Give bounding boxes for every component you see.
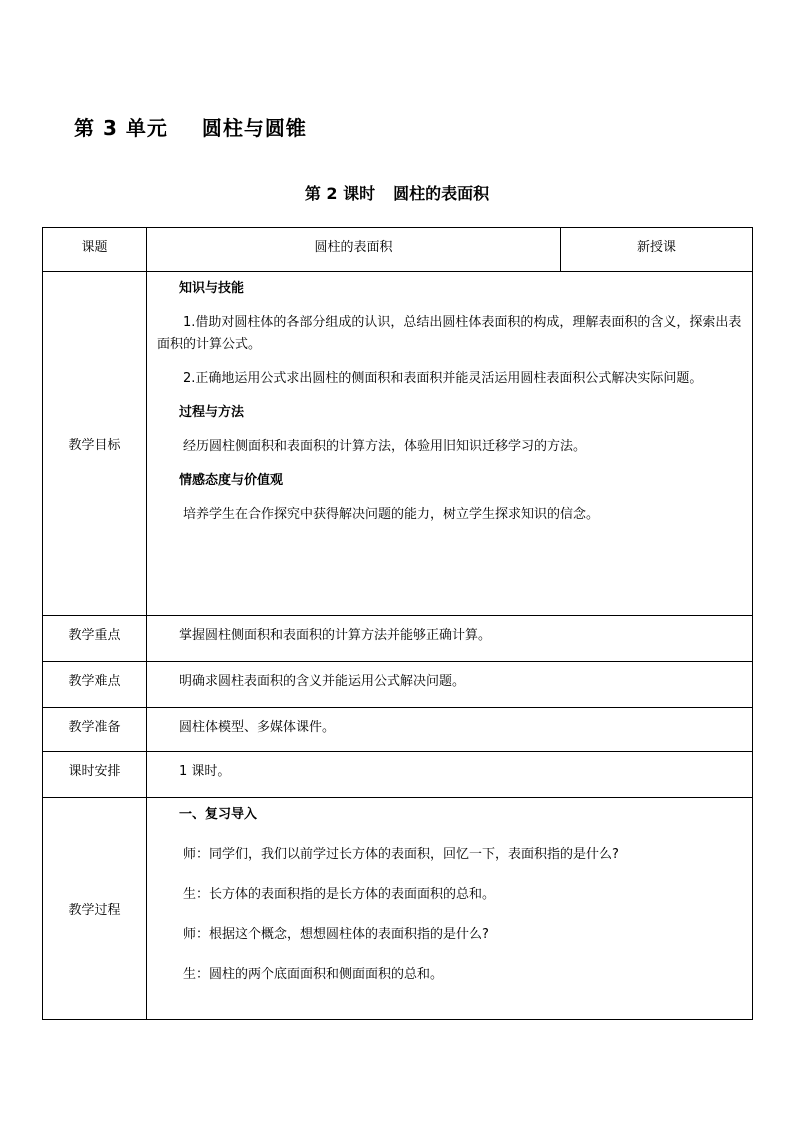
objectives-content: [147, 272, 753, 616]
process-line-1: 师：同学们，我们以前学过长方体的表面积，回忆一下，表面积指的是什么?: [183, 847, 619, 862]
unit-name: 圆柱与圆锥: [201, 116, 307, 140]
difficulty-row: [43, 662, 753, 708]
lesson-type: 新授课: [561, 228, 753, 272]
key-point-label: 教学重点: [43, 616, 147, 662]
topic-value: 圆柱的表面积: [147, 228, 561, 272]
schedule-value: 1 课时。: [147, 752, 753, 798]
preparation-row: [43, 708, 753, 752]
topic-row: [43, 228, 753, 272]
process-content: [147, 798, 753, 1020]
key-point-value: 掌握圆柱侧面积和表面积的计算方法并能够正确计算。: [147, 616, 753, 662]
schedule-label: 课时安排: [43, 752, 147, 798]
key-point-row: [43, 616, 753, 662]
process-line-2: 生：长方体的表面积指的是长方体的表面面积的总和。: [183, 887, 496, 902]
lesson-number: 第 2 课时: [304, 184, 376, 203]
process-row: [43, 798, 753, 1020]
process-label: 教学过程: [43, 798, 147, 1020]
lesson-title: [0, 181, 794, 204]
schedule-row: [43, 752, 753, 798]
process-text: 经历圆柱侧面积和表面积的计算方法，体验用旧知识迁移学习的方法。: [183, 439, 587, 454]
objectives-row: [43, 272, 753, 616]
process-line-3: 师：根据这个概念，想想圆柱体的表面积指的是什么?: [183, 927, 489, 942]
knowledge-heading: 知识与技能: [179, 281, 245, 296]
process-heading: 过程与方法: [179, 405, 245, 420]
preparation-label: 教学准备: [43, 708, 147, 752]
emotion-text: 培养学生在合作探究中获得解决问题的能力，树立学生探求知识的信念。: [183, 507, 600, 522]
difficulty-label: 教学难点: [43, 662, 147, 708]
process-line-4: 生：圆柱的两个底面面积和侧面面积的总和。: [183, 967, 444, 982]
unit-title: [74, 112, 307, 141]
lesson-name: 圆柱的表面积: [393, 184, 490, 203]
difficulty-value: 明确求圆柱表面积的含义并能运用公式解决问题。: [147, 662, 753, 708]
unit-number: 第 3 单元: [74, 116, 168, 140]
process-section-heading: 一、复习导入: [179, 807, 258, 822]
knowledge-item-2: 2.正确地运用公式求出圆柱的侧面积和表面积并能灵活运用圆柱表面积公式解决实际问题。: [183, 371, 703, 386]
lesson-plan-table: [42, 227, 753, 1020]
objectives-label: 教学目标: [43, 272, 147, 616]
knowledge-item-1: 1.借助对圆柱体的各部分组成的认识，总结出圆柱体表面积的构成，理解表面积的含义，探索出表面积的计算公式。: [157, 315, 742, 352]
preparation-value: 圆柱体模型、多媒体课件。: [147, 708, 753, 752]
topic-label: 课题: [43, 228, 147, 272]
emotion-heading: 情感态度与价值观: [179, 473, 284, 488]
